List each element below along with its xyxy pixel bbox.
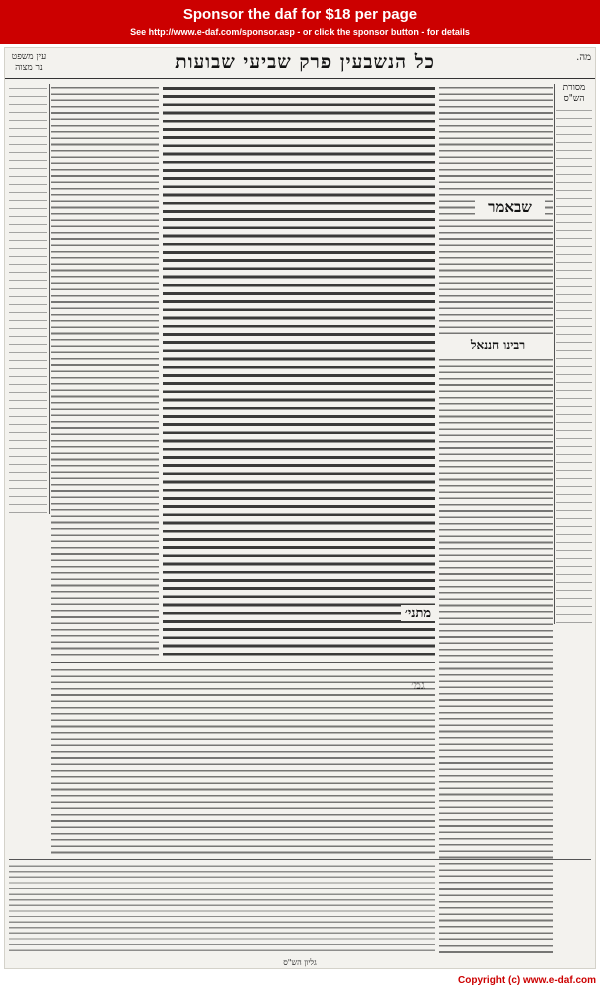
sponsor-title[interactable]: Sponsor the daf for $18 per page bbox=[182, 6, 418, 23]
column-divider-right bbox=[554, 84, 555, 624]
gemara-text bbox=[163, 84, 435, 659]
sponsor-banner[interactable] bbox=[0, 0, 600, 44]
ein-mishpat-column bbox=[9, 84, 47, 514]
gilyon-hashas: גליון הש"ס bbox=[283, 958, 317, 967]
lower-divider bbox=[51, 662, 435, 663]
page-header bbox=[5, 48, 595, 78]
tosafot-column bbox=[51, 84, 159, 659]
copyright-link[interactable]: Copyright (c) www.e-daf.com bbox=[458, 975, 596, 986]
header-rule bbox=[5, 78, 595, 79]
lead-word: שבאמר bbox=[475, 198, 545, 217]
mesoret-column bbox=[556, 106, 592, 626]
bottom-notes bbox=[9, 863, 435, 955]
page-title: כל הנשבעין פרק שביעי שבועות bbox=[175, 51, 435, 73]
mesoret-header: מסורת הש"ס bbox=[555, 82, 593, 104]
rabbeinu-chananel-column bbox=[439, 356, 553, 956]
column-divider-left bbox=[49, 84, 50, 514]
lower-tosafot-block bbox=[51, 666, 435, 856]
notes-divider bbox=[9, 859, 591, 860]
sponsor-subtitle: See http://www.e-daf.com/sponsor.asp - or click the sponsor button - for details bbox=[130, 27, 470, 37]
ein-mishpat-header: עין משפט נר מצוה bbox=[11, 52, 47, 73]
rashi-heading: רבינו חננאל bbox=[453, 338, 543, 353]
page-number: מה. bbox=[576, 52, 591, 63]
mishnah-marker: מתני׳ bbox=[401, 605, 435, 621]
talmud-page bbox=[4, 47, 596, 969]
